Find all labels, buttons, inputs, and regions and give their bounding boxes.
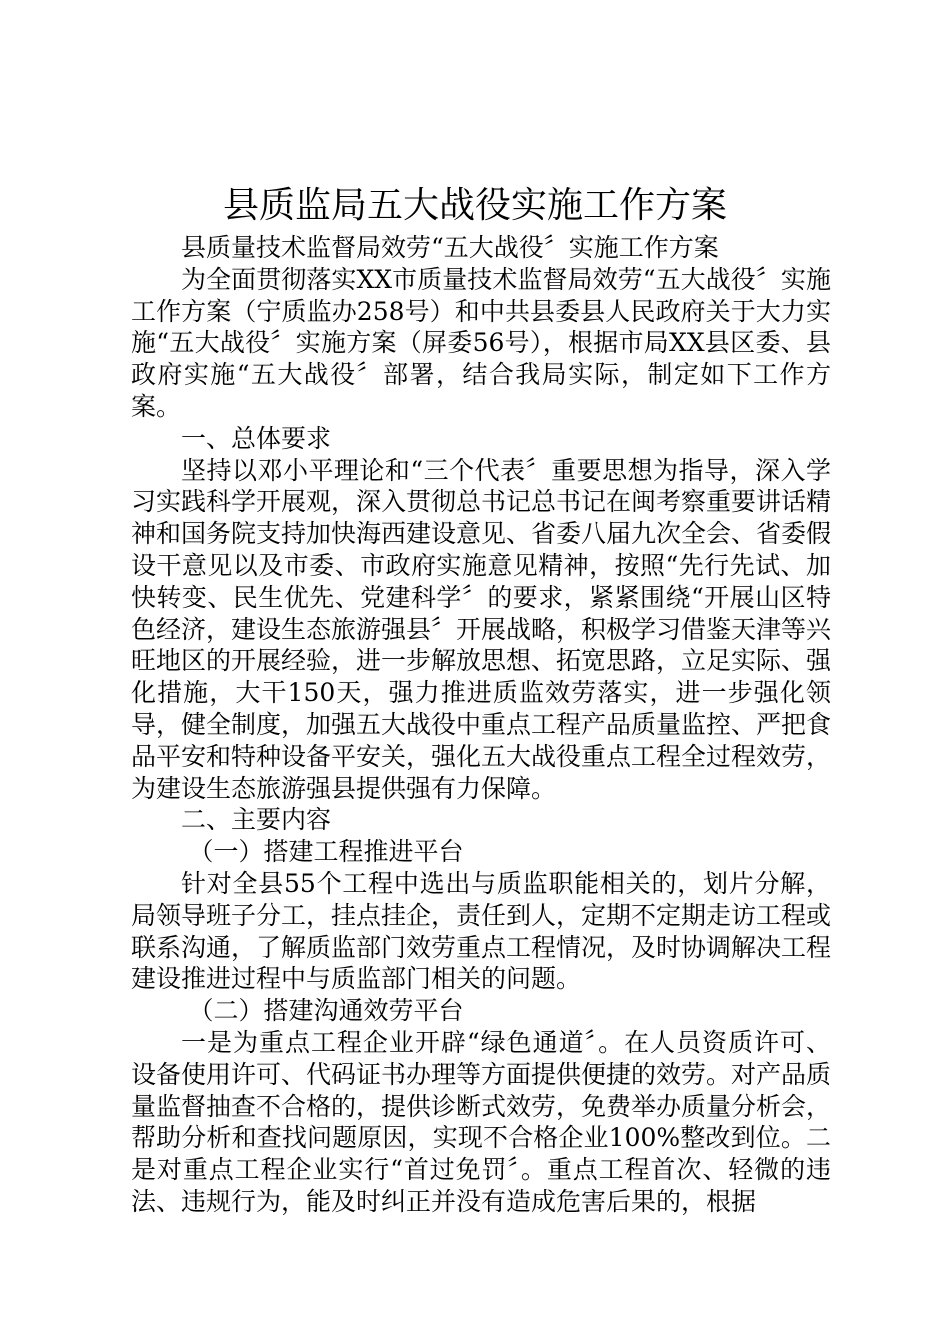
paragraph-service-platform: 一是为重点工程企业开辟“绿色通道〞。在人员资质许可、设备使用许可、代码证书办理等方面提供便捷的效劳。对产品质量监督抽查不合格的，提供诊断式效劳，免费举办质量分析会，帮助分析和查找问题原因，实现不合格企业100%整改到位。二是对重点工程企业实行“首过免罚〞。重点工程首次、轻微的违法、违规行为，能及时纠正并没有造成危害后果的，根据	[131, 1027, 832, 1216]
section-heading-main-content: 二、主要内容	[181, 805, 332, 835]
paragraph-subtitle: 县质量技术监督局效劳“五大战役〞实施工作方案	[181, 233, 719, 262]
document-body	[131, 232, 857, 1218]
paragraph-intro: 为全面贯彻落实XX市质量技术监督局效劳“五大战役〞实施工作方案（宁质监办258号）和中共县委县人民政府关于大力实施“五大战役〞实施方案（屏委56号），根据市局XX县区委、县政府实施“五大战役〞部署，结合我局实际，制定如下工作方案。	[131, 264, 831, 421]
subsection-heading-service-platform: （二）搭建沟通效劳平台	[188, 996, 464, 1026]
paragraph-general-requirements: 坚持以邓小平理论和“三个代表〞重要思想为指导，深入学习实践科学开展观，深入贯彻总书记总书记在闽考察重要讲话精神和国务院支持加快海西建设意见、省委八届九次全会、省委假设干意见以及市委、市政府实施意见精神，按照“先行先试、加快转变、民生优先、党建科学〞的要求，紧紧围绕“开展山区特色经济，建设生态旅游强县〞开展战略，积极学习借鉴天津等兴旺地区的开展经验，进一步解放思想、拓宽思路，立足实际、强化措施，大干150天，强力推进质监效劳落实，进一步强化领导，健全制度，加强五大战役中重点工程产品质量监控、严把食品平安和特种设备平安关，强化五大战役重点工程全过程效劳，为建设生态旅游强县提供强有力保障。	[131, 455, 832, 803]
paragraph-project-platform: 针对全县55个工程中选出与质监职能相关的，划片分解，局领导班子分工，挂点挂企，责任到人，定期不定期走访工程或 联系沟通，了解质监部门效劳重点工程情况，及时协调解决工程建设推进过程中与质监部门相关的问题。	[131, 868, 857, 994]
document-title: 县质监局五大战役实施工作方案	[222, 185, 727, 226]
section-heading-general-requirements: 一、总体要求	[181, 423, 332, 453]
subsection-heading-project-platform: （一）搭建工程推进平台	[188, 837, 464, 867]
